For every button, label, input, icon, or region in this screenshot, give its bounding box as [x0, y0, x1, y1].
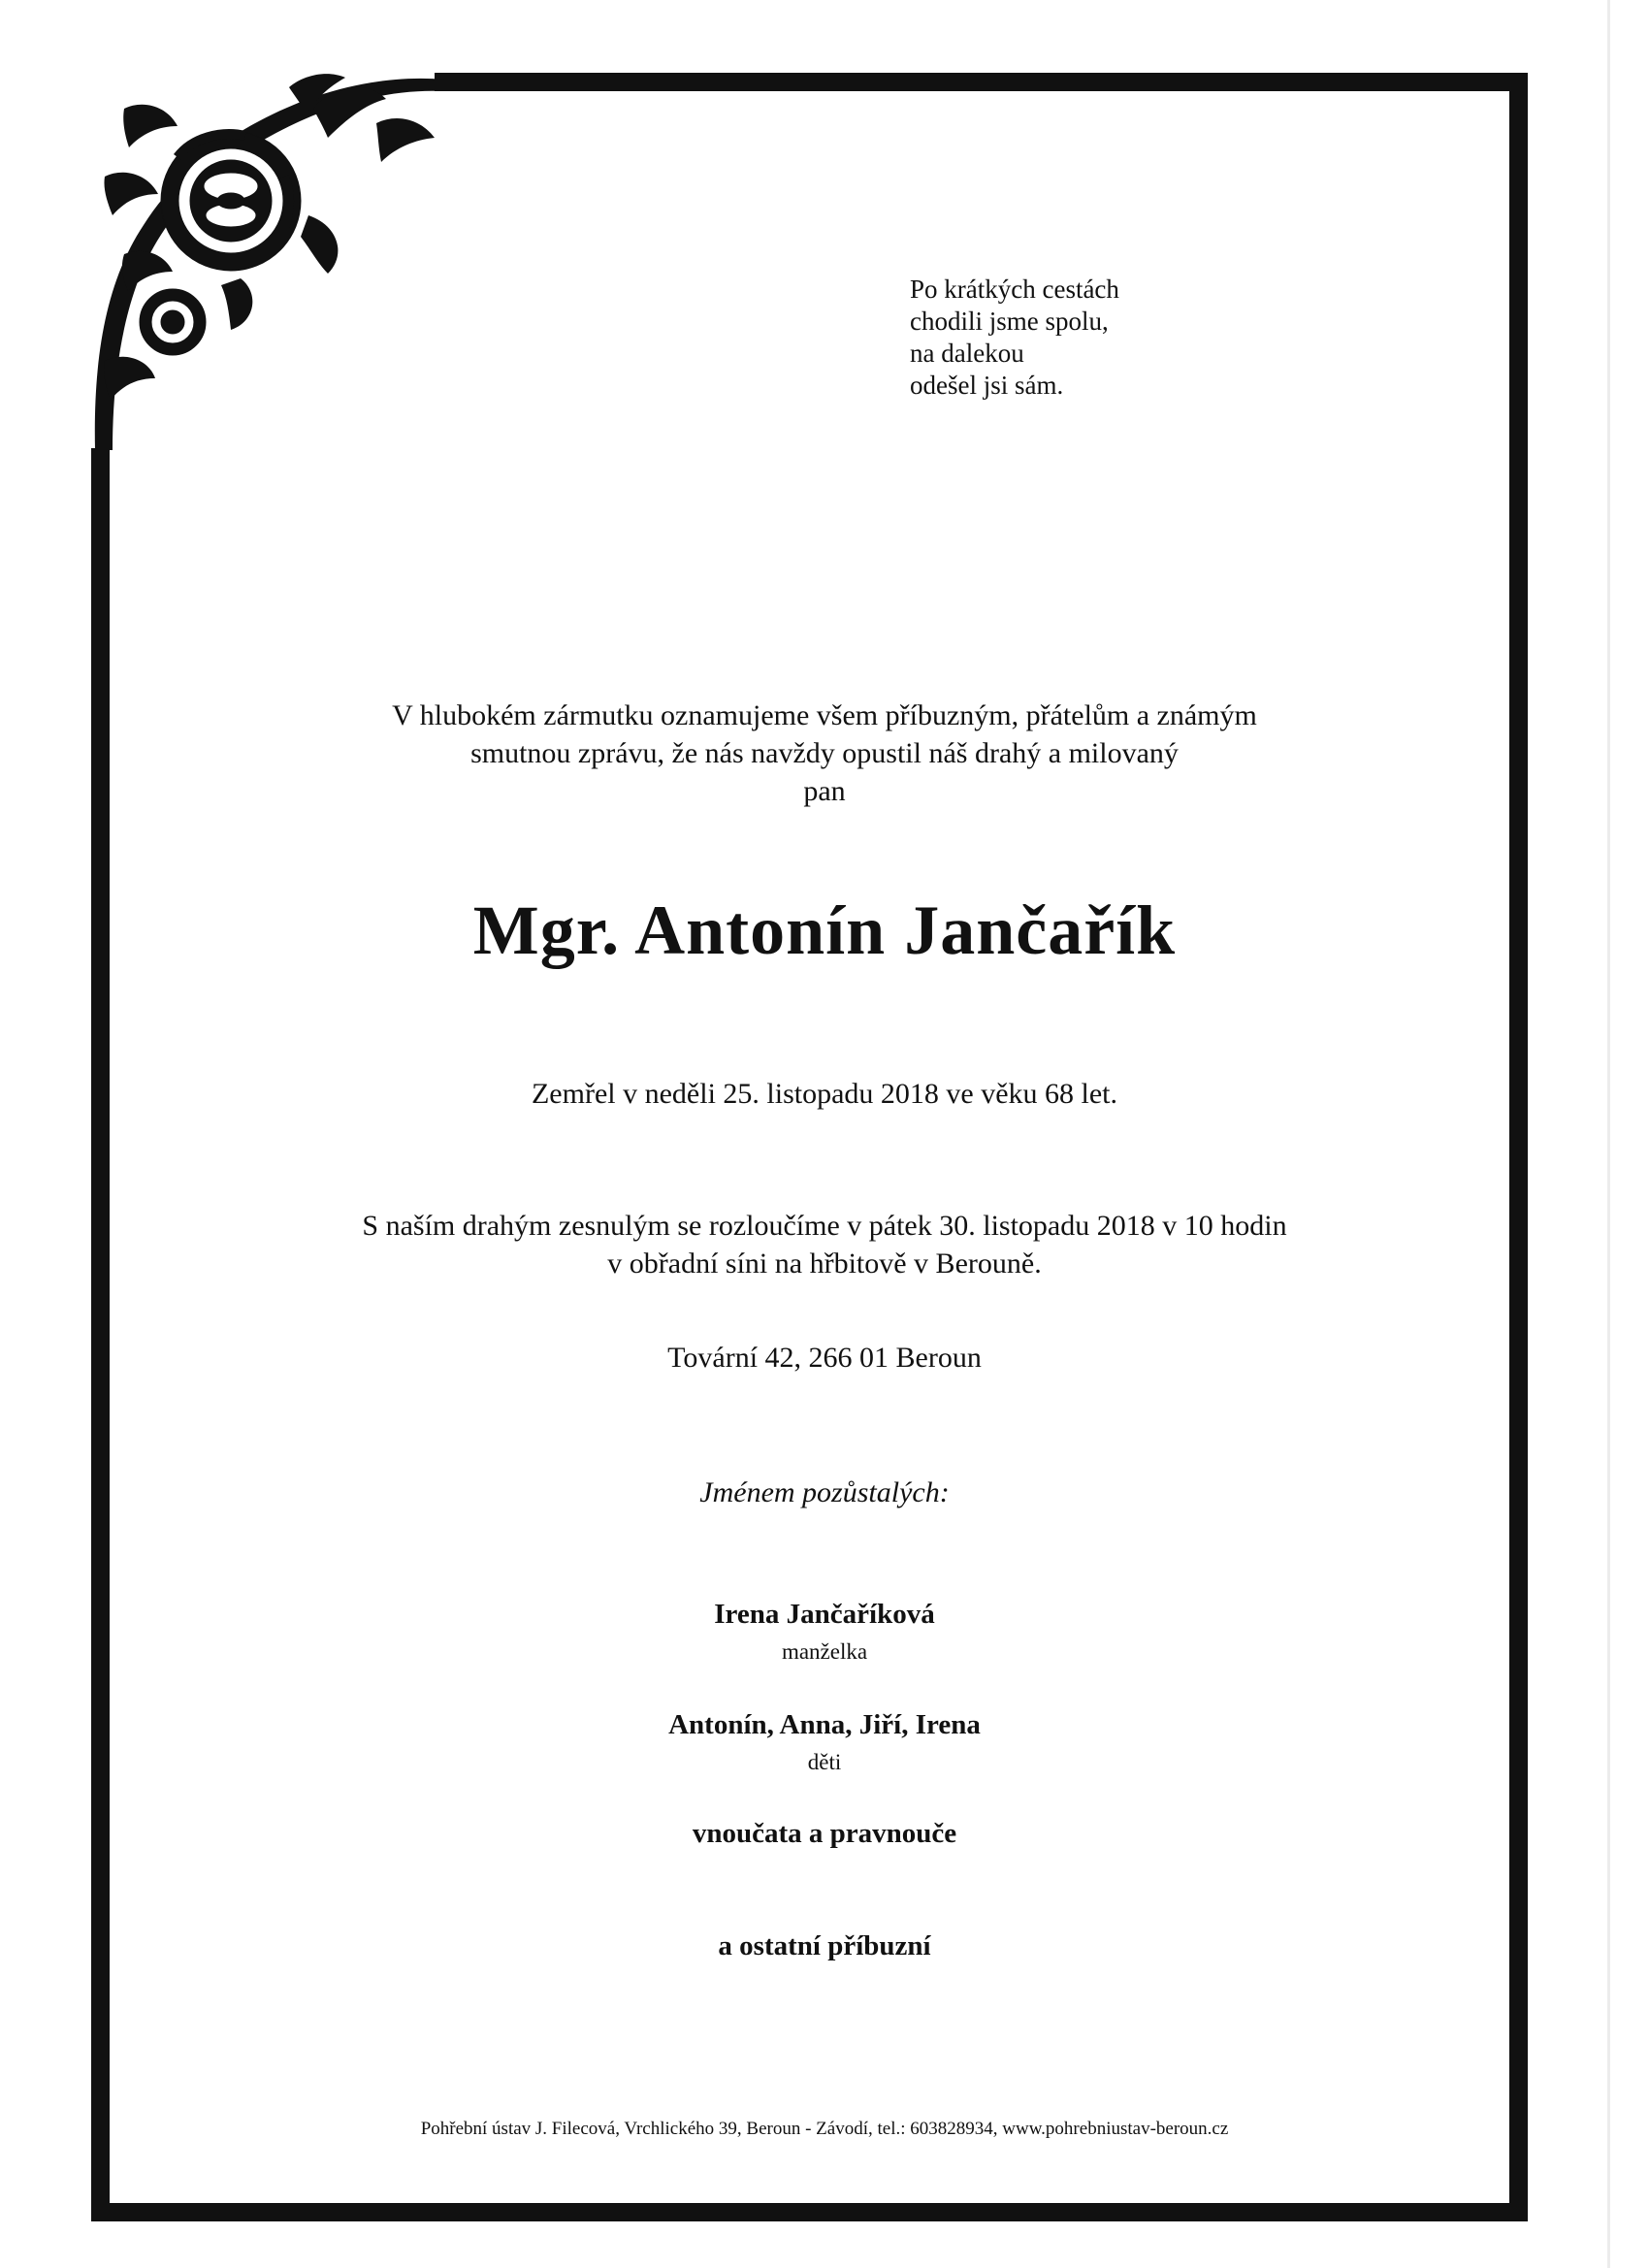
farewell-line: S naším drahým zesnulým se rozloučíme v pátek 30. listopadu 2018 v 10 hodin	[362, 1210, 1287, 1242]
frame-right-border	[1509, 73, 1528, 2221]
frame-bottom-border	[91, 2203, 1528, 2221]
poem-line: Po krátkých cestách	[910, 275, 1119, 304]
poem-line: na dalekou	[910, 339, 1024, 368]
survivor-relation: děti	[807, 1750, 842, 1774]
on-behalf-heading: Jménem pozůstalých:	[699, 1476, 950, 1508]
survivor-relation: manželka	[781, 1639, 868, 1664]
death-info: Zemřel v neděli 25. listopadu 2018 ve věku 68 let.	[531, 1078, 1118, 1110]
deceased-name: Mgr. Antonín Jančařík	[472, 891, 1177, 969]
other-relatives: a ostatní příbuzní	[718, 1930, 931, 1961]
frame-top-border	[435, 73, 1528, 91]
corner-ornament-icon	[85, 70, 446, 458]
grandchildren: vnoučata a pravnouče	[692, 1818, 957, 1849]
poem-line: odešel jsi sám.	[910, 371, 1064, 400]
survivor-name: Antonín, Anna, Jiří, Irena	[668, 1709, 981, 1740]
farewell-line: v obřadní síni na hřbitově v Berouně.	[607, 1247, 1042, 1280]
poem-line: chodili jsme spolu,	[910, 307, 1109, 336]
announcement-line: smutnou zprávu, že nás navždy opustil náš drahý a milovaný	[470, 737, 1179, 769]
poem	[910, 274, 1119, 402]
survivor-name: Irena Jančaříková	[714, 1599, 935, 1630]
address: Tovární 42, 266 01 Beroun	[667, 1342, 982, 1374]
funeral-home-footer: Pohřební ústav J. Filecová, Vrchlického 39, Beroun - Závodí, tel.: 603828934, www.pohrebniustav-beroun.cz	[420, 2119, 1229, 2139]
page-edge	[1607, 0, 1610, 2268]
announcement-line: V hlubokém zármutku oznamujeme všem příbuzným, přátelům a známým	[392, 699, 1257, 731]
announcement-line: pan	[803, 775, 846, 807]
